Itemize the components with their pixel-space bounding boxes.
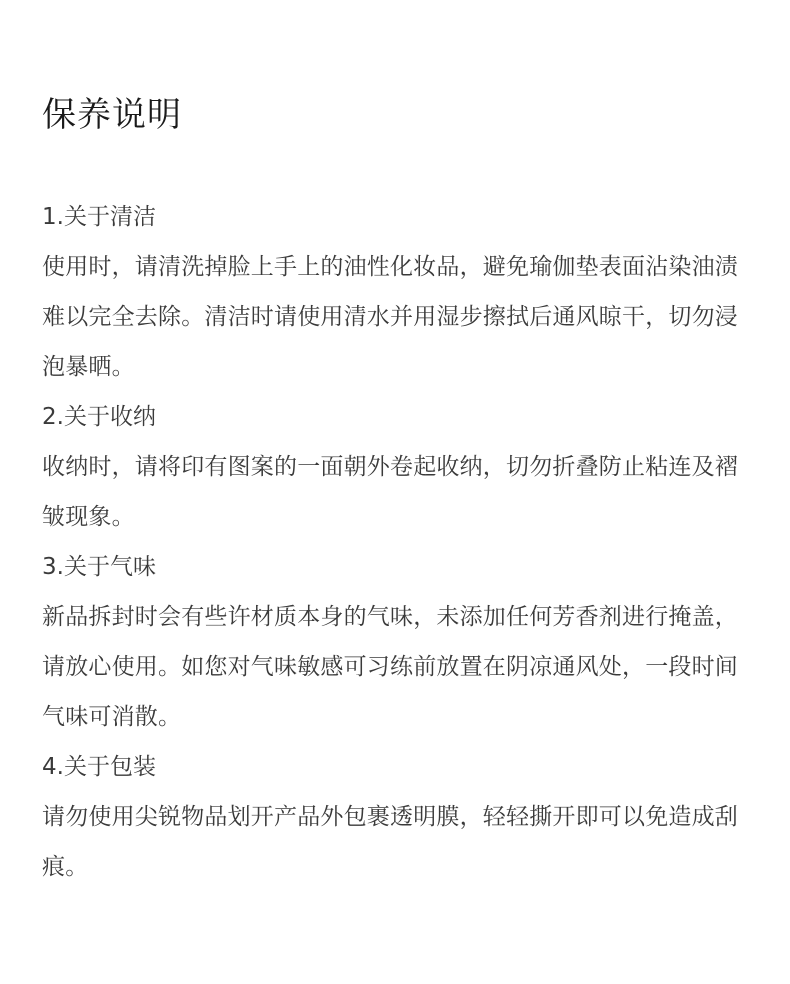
section-body: 使用时，请清洗掉脸上手上的油性化妆品，避免瑜伽垫表面沾染油渍难以完全去除。清洁时请使用清水并用湿步擦拭后通风晾干，切勿浸泡暴晒。 — [42, 254, 738, 380]
section-heading: 2.关于收纳 — [42, 404, 156, 430]
section-body: 收纳时，请将印有图案的一面朝外卷起收纳，切勿折叠防止粘连及褶皱现象。 — [42, 454, 738, 530]
section-cleaning — [42, 192, 754, 392]
section-body: 请勿使用尖锐物品划开产品外包裹透明膜，轻轻撕开即可以免造成刮痕。 — [42, 804, 738, 880]
section-storage — [42, 392, 754, 542]
page-title: 保养说明 — [42, 95, 182, 135]
section-heading: 3.关于气味 — [42, 554, 156, 580]
section-odor — [42, 542, 754, 742]
section-heading: 1.关于清洁 — [42, 204, 156, 230]
instructions-content — [42, 192, 754, 892]
section-body: 新品拆封时会有些许材质本身的气味，未添加任何芳香剂进行掩盖，请放心使用。如您对气味敏感可习练前放置在阴凉通风处，一段时间气味可消散。 — [42, 604, 738, 730]
section-heading: 4.关于包装 — [42, 754, 156, 780]
section-packaging — [42, 742, 754, 892]
